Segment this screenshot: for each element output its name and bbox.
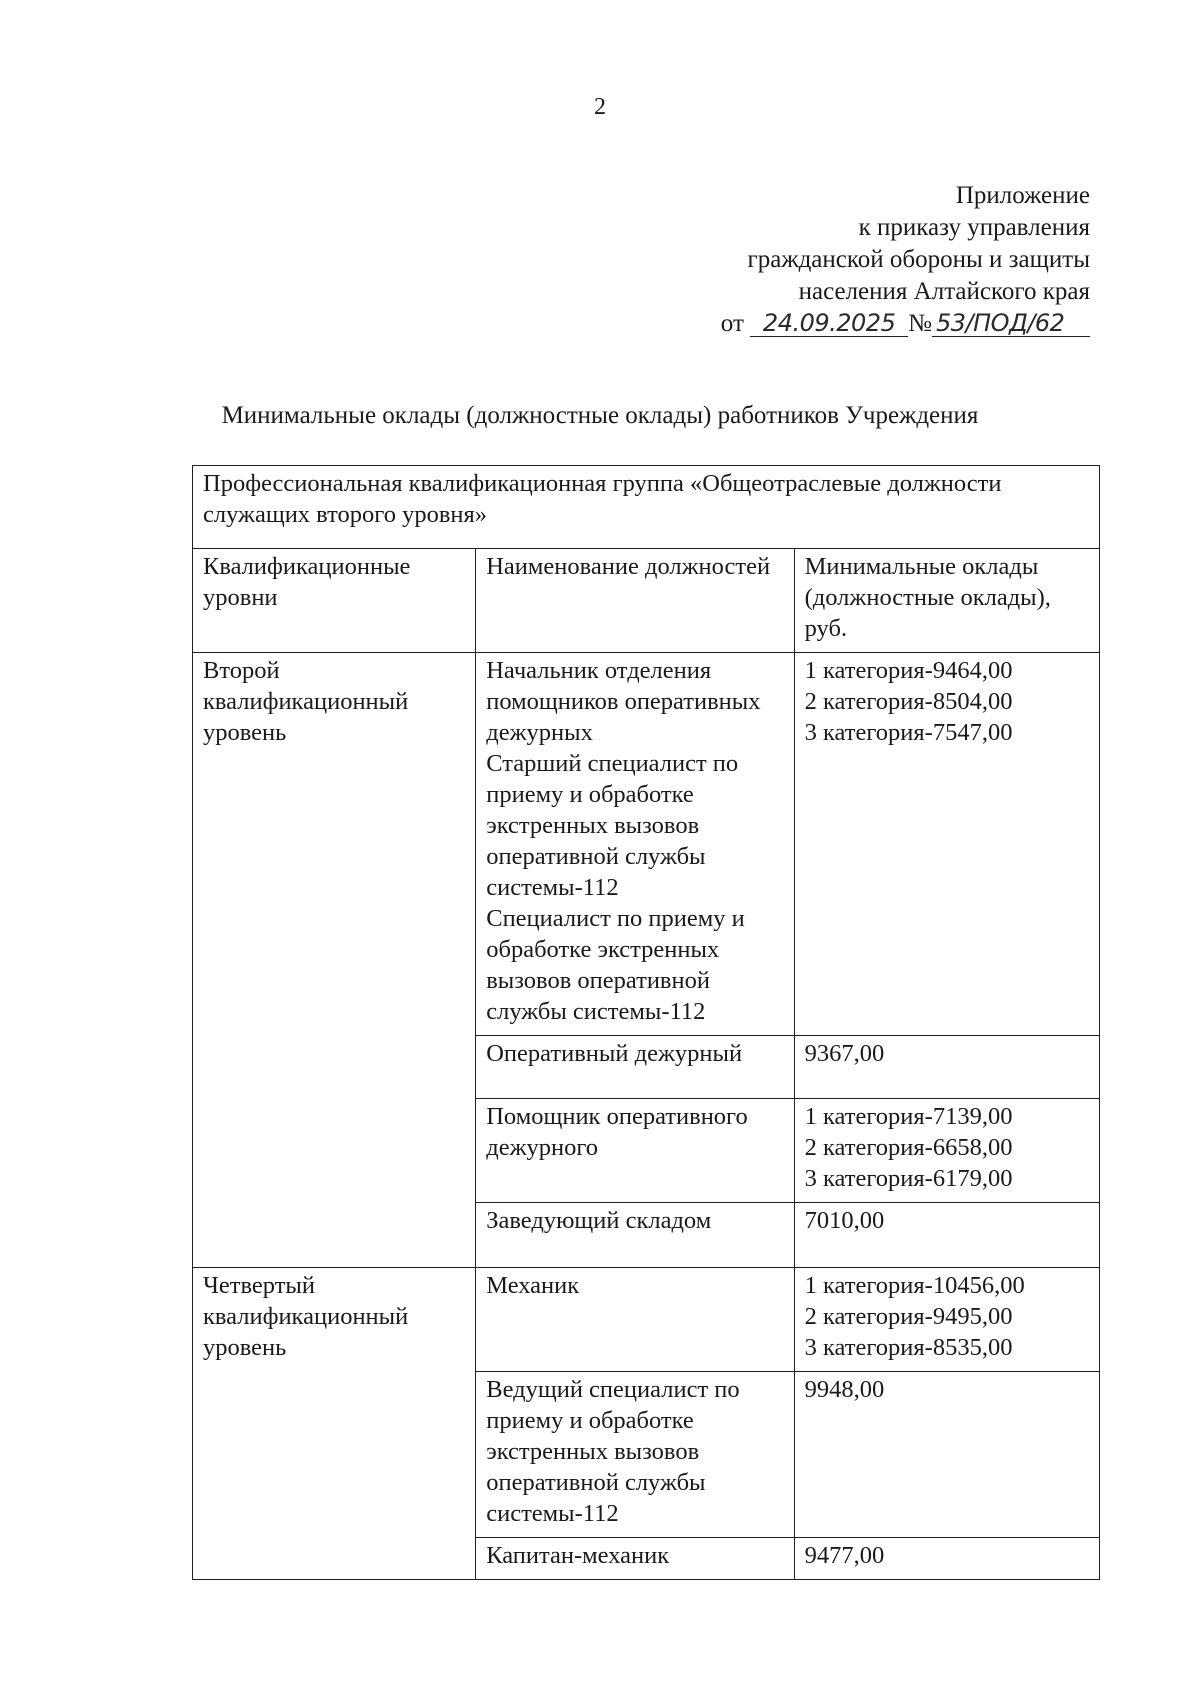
positions-cell (476, 1372, 794, 1538)
position-name: Старший специалист по приему и обработке экстренных вызовов оперативной службы системы-112 (486, 750, 739, 901)
salary-value: 3 категория-8535,00 (804, 1334, 1013, 1361)
date-prefix: от (720, 310, 744, 337)
salaries-cell (794, 1099, 1099, 1203)
salaries-cell (794, 1203, 1099, 1268)
salary-value: 3 категория-7547,00 (804, 719, 1013, 746)
table-row (193, 653, 1100, 1036)
position-name: Помощник оперативного дежурного (486, 1103, 748, 1161)
salary-value: 1 категория-10456,00 (804, 1272, 1025, 1299)
positions-cell (476, 1036, 794, 1099)
appendix-line: населения Алтайского края (798, 278, 1090, 305)
salary-value: 2 категория-8504,00 (804, 688, 1013, 715)
salary-value: 2 категория-6658,00 (804, 1134, 1013, 1161)
salary-value: 7010,00 (804, 1207, 885, 1234)
positions-cell (476, 1268, 794, 1372)
handwritten-order-number: 53/ПОД/62 (932, 310, 1090, 337)
positions-cell (476, 1203, 794, 1268)
appendix-line: Приложение (955, 182, 1090, 209)
salaries-cell (794, 1372, 1099, 1538)
appendix-line: гражданской обороны и защиты (747, 246, 1090, 273)
salary-value: 9367,00 (804, 1040, 885, 1067)
order-date-number-line (721, 308, 1090, 340)
appendix-block (721, 180, 1090, 340)
position-name: Оперативный дежурный (486, 1040, 743, 1067)
appendix-line: к приказу управления (858, 214, 1090, 241)
salary-value: 1 категория-7139,00 (804, 1103, 1013, 1130)
position-name: Капитан-механик (486, 1542, 670, 1569)
handwritten-date: 24.09.2025 (750, 310, 908, 337)
header-min-salaries: Минимальные оклады (должностные оклады), руб. (794, 549, 1099, 653)
salary-value: 9477,00 (804, 1542, 885, 1569)
positions-cell (476, 653, 794, 1036)
position-name: Механик (486, 1272, 580, 1299)
position-name: Специалист по приему и обработке экстренных вызовов оперативной службы системы-112 (486, 905, 745, 1025)
table-row (193, 1268, 1100, 1372)
salary-value: 1 категория-9464,00 (804, 657, 1013, 684)
group-row (193, 466, 1100, 549)
position-name: Ведущий специалист по приему и обработке экстренных вызовов оперативной службы системы-112 (486, 1376, 740, 1527)
salary-value: 9948,00 (804, 1376, 885, 1403)
qualification-group-cell: Профессиональная квалификационная группа «Общеотраслевые должности служащих второго уровня» (193, 466, 1100, 549)
level-cell-fourth: Четвертый квалификационный уровень (193, 1268, 476, 1580)
positions-cell (476, 1538, 794, 1580)
header-position-names: Наименование должностей (476, 549, 794, 653)
header-qualification-levels: Квалификационные уровни (193, 549, 476, 653)
page-number: 2 (594, 94, 606, 120)
salaries-cell (794, 1538, 1099, 1580)
salaries-cell (794, 1268, 1099, 1372)
position-name: Заведующий складом (486, 1207, 712, 1234)
header-row (193, 549, 1100, 653)
salary-value: 3 категория-6179,00 (804, 1165, 1013, 1192)
position-name: Начальник отделения помощников оперативных дежурных (486, 657, 761, 746)
positions-cell (476, 1099, 794, 1203)
document-title: Минимальные оклады (должностные оклады) работников Учреждения (221, 402, 979, 429)
level-cell-second: Второй квалификационный уровень (193, 653, 476, 1268)
salaries-cell (794, 653, 1099, 1036)
salaries-cell (794, 1036, 1099, 1099)
number-sign: № (908, 310, 932, 337)
salary-table (192, 465, 1100, 1580)
salary-value: 2 категория-9495,00 (804, 1303, 1013, 1330)
